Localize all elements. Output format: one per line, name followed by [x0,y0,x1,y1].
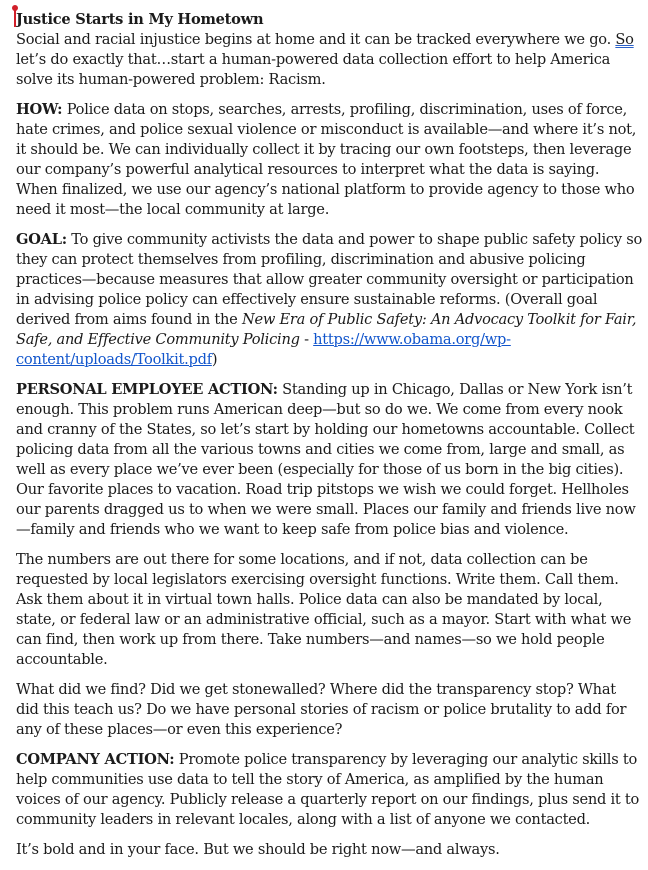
goal-close: ) [211,351,218,368]
how-text: Police data on stops, searches, arrests, profiling, discrimination, uses of force, hate crimes, and police sexual violence or misconduct is available—and where it’s not, it should be. We can individually collect it by tracing our own footsteps, then leverage our company’s powerful analytical resources to interpret what the data is saying. When finalized, we use our agency’s national platform to provide agency to those who need it most—the local community at large. [16,101,637,218]
goal-heading: GOAL: [16,231,67,248]
closing-paragraph: It’s bold and in your face. But we should be right now—and always. [16,841,500,858]
questions-paragraph: What did we find? Did we get stonewalled? Where did the transparency stop? What did this teach us? Do we have personal stories of racism or police brutality to add for any of these places—or even this experience? [16,681,627,738]
goal-text: To give community activists the data and power to shape public safety policy so they can protect themselves from profiling, discrimination and abusive policing practices—because measures that allow greater community oversight or participation in advising police policy can effectively ensure sustainable reforms. (Overall goal derived from aims found in the [16,231,642,328]
how-paragraph [16,100,642,220]
goal-paragraph [16,230,642,370]
goal-dash: - [299,331,314,348]
company-action-paragraph [16,750,642,830]
text-cursor-marker [14,7,16,27]
company-action-heading: COMPANY ACTION: [16,751,175,768]
intro-flagged-word[interactable]: So [615,31,634,48]
intro-paragraph [16,30,642,90]
intro-text-after: let’s do exactly that…start a human-powered data collection effort to help America solve its human-powered problem: Racism. [16,51,611,88]
personal-action-paragraph [16,380,642,540]
personal-action-heading: PERSONAL EMPLOYEE ACTION: [16,381,278,398]
personal-action-text: Standing up in Chicago, Dallas or New York isn’t enough. This problem runs American deep—but so do we. We come from every nook and cranny of the States, so let’s start by holding our hometowns accountable. Collect policing data from all the various towns and cities we come from, large and small, as well as every place we’ve ever been (especially for those of us born in the big cities). Our favorite places to vacation. Road trip pitstops we wish we could forget. Hellholes our parents dragged us to when we were small. Places our family and friends live now—family and friends who we want to keep safe from police bias and violence. [16,381,636,538]
toolkit-link[interactable]: https://www.obama.org/wp-content/uploads/Toolkit.pdf [16,331,511,368]
document-body [16,10,642,870]
intro-text: Social and racial injustice begins at home and it can be tracked everywhere we go. [16,31,611,48]
numbers-paragraph: The numbers are out there for some locations, and if not, data collection can be requested by local legislators exercising oversight functions. Write them. Call them. Ask them about it in virtual town halls. Police data can also be mandated by local, state, or federal law or an administrative official, such as a mayor. Start with what we can find, then work up from there. Take numbers—and names—so we hold people accountable. [16,551,632,668]
document-title: Justice Starts in My Hometown [16,11,264,28]
how-heading: HOW: [16,101,63,118]
company-action-text: Promote police transparency by leveraging our analytic skills to help communities use data to tell the story of America, as amplified by the human voices of our agency. Publicly release a quarterly report on our findings, plus send it to community leaders in relevant locales, along with a list of anyone we contacted. [16,751,640,828]
goal-toolkit-title: New Era of Public Safety: An Advocacy Toolkit for Fair, Safe, and Effective Community Policing [16,311,637,348]
